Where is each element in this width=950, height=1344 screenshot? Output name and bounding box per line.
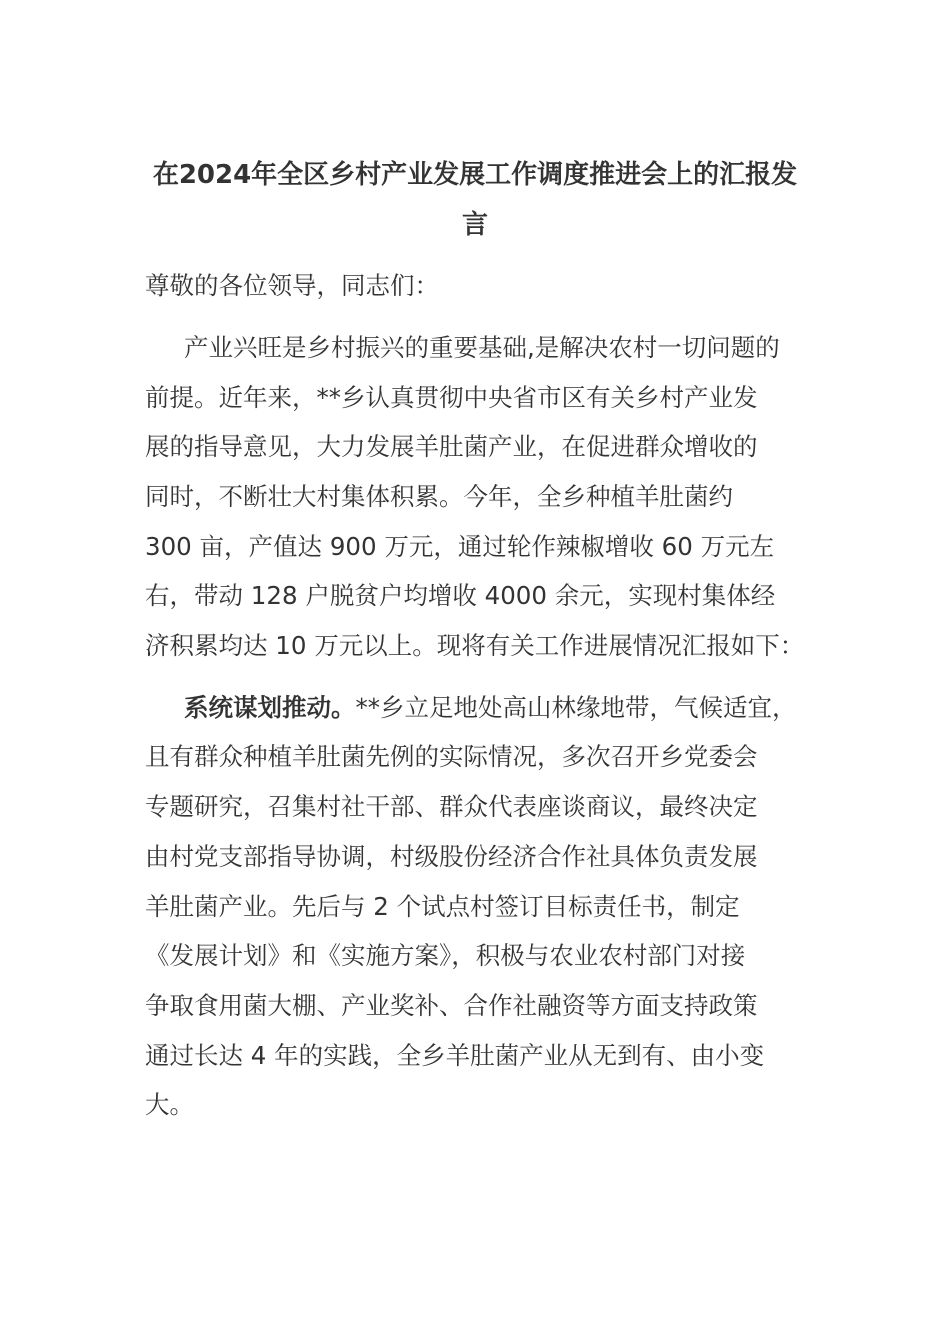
paragraph-line: 通过长达 4 年的实践，全乡羊肚菌产业从无到有、由小变 — [145, 1041, 765, 1070]
paragraph-line: 济积累均达 10 万元以上。现将有关工作进展情况汇报如下： — [145, 631, 805, 660]
page-title: 在2024年全区乡村产业发展工作调度推进会上的汇报发言 — [152, 160, 798, 240]
paragraph-text: **乡立足地处高山林缘地带，气候适宜， — [355, 693, 797, 722]
paragraph-line: 300 亩，产值达 900 万元，通过轮作辣椒增收 60 万元左 — [145, 532, 775, 561]
paragraph-line: 《发展计划》和《实施方案》，积极与农业农村部门对接 — [145, 941, 746, 970]
paragraph-line: 争取食用菌大棚、产业奖补、合作社融资等方面支持政策 — [145, 991, 758, 1020]
paragraph-line: 且有群众种植羊肚菌先例的实际情况，多次召开乡党委会 — [145, 742, 758, 771]
paragraph-line: 展的指导意见，大力发展羊肚菌产业，在促进群众增收的 — [145, 432, 758, 461]
paragraph-line: 同时，不断壮大村集体积累。今年，全乡种植羊肚菌约 — [145, 482, 733, 511]
paragraph-line: 前提。近年来，**乡认真贯彻中央省市区有关乡村产业发 — [145, 383, 758, 412]
paragraph-line: 羊肚菌产业。先后与 2 个试点村签订目标责任书，制定 — [145, 892, 740, 921]
paragraph-line: 右，带动 128 户脱贫户均增收 4000 余元，实现村集体经 — [145, 581, 776, 610]
paragraph-line: 专题研究，召集村社干部、群众代表座谈商议，最终决定 — [145, 792, 758, 821]
paragraph-line: 产业兴旺是乡村振兴的重要基础,是解决农村一切问题的 — [184, 333, 780, 362]
paragraph-line — [184, 690, 797, 726]
salutation: 尊敬的各位领导，同志们： — [145, 271, 439, 300]
section-heading: 系统谋划推动。 — [184, 693, 356, 722]
paragraph-line: 由村党支部指导协调，村级股份经济合作社具体负责发展 — [145, 842, 758, 871]
paragraph-line: 大。 — [145, 1090, 194, 1119]
